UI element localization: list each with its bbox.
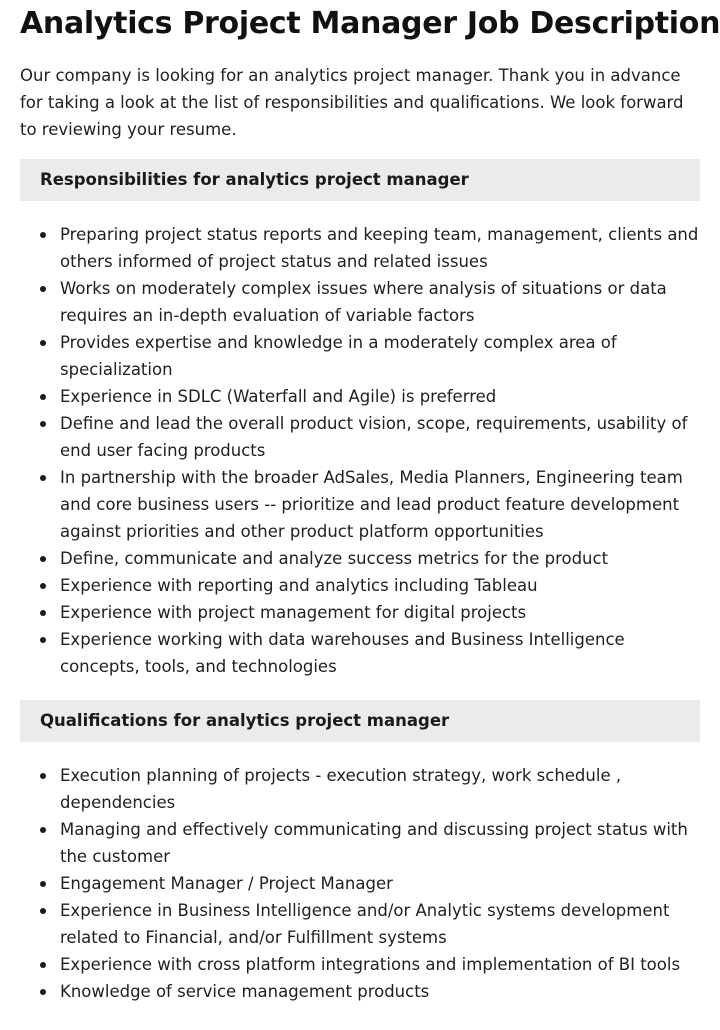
intro-paragraph: Our company is looking for an analytics project manager. Thank you in advance for taking a look at the list of responsibilities and qualifications. We look forward to reviewing your resume. (20, 66, 684, 139)
qualification-item: Engagement Manager / Project Manager (20, 870, 700, 897)
page-title: Analytics Project Manager Job Description (20, 6, 720, 41)
qualification-item: Experience in Business Intelligence and/or Analytic systems development related to Financial, and/or Fulfillment systems (20, 897, 700, 951)
qualifications-list (20, 742, 700, 1005)
responsibility-item: Preparing project status reports and keeping team, management, clients and others informed of project status and related issues (20, 221, 700, 275)
qualification-item: Managing and effectively communicating and discussing project status with the customer (20, 816, 700, 870)
responsibility-item: Experience with reporting and analytics including Tableau (20, 572, 700, 599)
responsibility-item: In partnership with the broader AdSales, Media Planners, Engineering team and core business users -- prioritize and lead product feature development against priorities and other product platform opportunities (20, 464, 700, 545)
responsibility-item: Define and lead the overall product vision, scope, requirements, usability of end user facing products (20, 410, 700, 464)
responsibilities-list (20, 201, 700, 680)
responsibilities-heading: Responsibilities for analytics project manager (20, 159, 700, 201)
qualification-item: Experience with cross platform integrations and implementation of BI tools (20, 951, 700, 978)
responsibility-item: Experience in SDLC (Waterfall and Agile) is preferred (20, 383, 700, 410)
responsibility-item: Define, communicate and analyze success metrics for the product (20, 545, 700, 572)
qualifications-heading: Qualifications for analytics project manager (20, 700, 700, 742)
qualification-item: Execution planning of projects - execution strategy, work schedule , dependencies (20, 762, 700, 816)
responsibility-item: Experience working with data warehouses and Business Intelligence concepts, tools, and technologies (20, 626, 700, 680)
qualification-item: Knowledge of service management products (20, 978, 700, 1005)
responsibility-item: Experience with project management for digital projects (20, 599, 700, 626)
responsibility-item: Provides expertise and knowledge in a moderately complex area of specialization (20, 329, 700, 383)
responsibility-item: Works on moderately complex issues where analysis of situations or data requires an in-depth evaluation of variable factors (20, 275, 700, 329)
